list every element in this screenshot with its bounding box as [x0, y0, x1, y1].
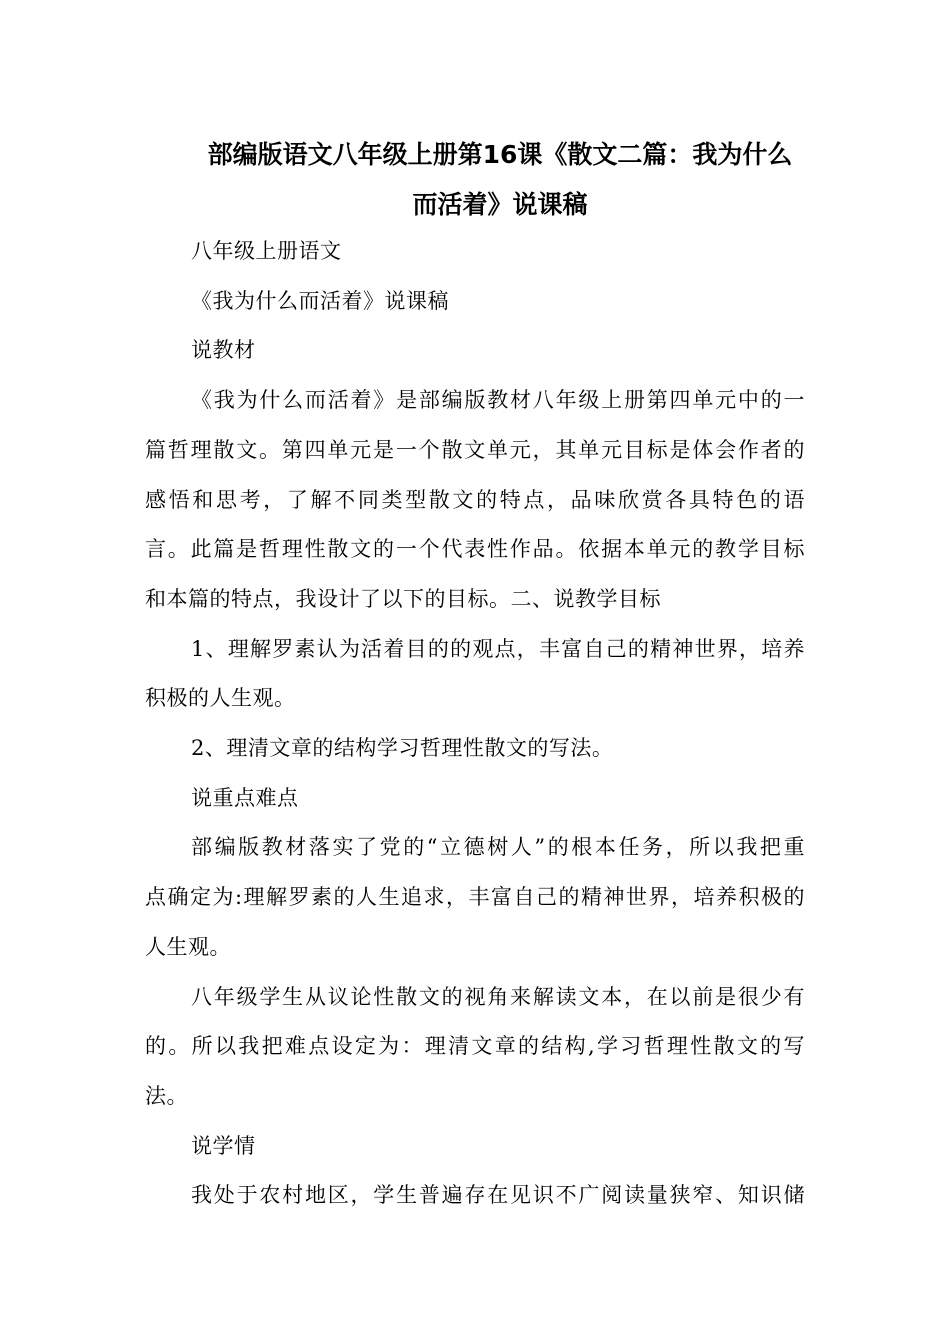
body-line: 和本篇的特点，我设计了以下的目标。二、说教学目标 [145, 586, 661, 611]
document-title-line-1: 部编版语文八年级上册第16课《散文二篇：我为什么 [207, 140, 793, 169]
body-line: 八年级上册语文 [191, 239, 342, 263]
body-line: 人生观。 [145, 934, 231, 959]
section-heading: 说教材 [191, 338, 256, 363]
body-line: 篇哲理散文。第四单元是一个散文单元，其单元目标是体会作者的 [145, 437, 805, 462]
body-line: 法。 [145, 1083, 188, 1108]
body-line: 点确定为:理解罗素的人生追求，丰富自己的精神世界，培养积极的 [145, 885, 805, 910]
body-line: 《我为什么而活着》是部编版教材八年级上册第四单元中的一 [191, 388, 805, 413]
section-heading: 说重点难点 [191, 785, 299, 810]
body-line: 的。所以我把难点设定为：理清文章的结构,学习哲理性散文的写 [145, 1034, 805, 1059]
body-line: 言。此篇是哲理性散文的一个代表性作品。依据本单元的教学目标 [145, 537, 805, 562]
body-line: 2、理清文章的结构学习哲理性散文的写法。 [191, 736, 614, 761]
body-line: 感悟和思考，了解不同类型散文的特点，品味欣赏各具特色的语 [145, 487, 805, 512]
body-line: 《我为什么而活着》说课稿 [191, 288, 449, 313]
body-line: 部编版教材落实了党的“立德树人”的根本任务，所以我把重 [191, 835, 805, 860]
body-line: 积极的人生观。 [145, 686, 296, 711]
body-line: 1、理解罗素认为活着目的的观点，丰富自己的精神世界，培养 [191, 636, 805, 661]
section-heading: 说学情 [191, 1133, 256, 1158]
body-line: 我处于农村地区，学生普遍存在见识不广阅读量狭窄、知识储 [191, 1183, 805, 1208]
body-line: 八年级学生从议论性散文的视角来解读文本，在以前是很少有 [191, 984, 805, 1009]
document-title-line-2: 而活着》说课稿 [412, 190, 588, 219]
document-body [145, 227, 805, 1221]
